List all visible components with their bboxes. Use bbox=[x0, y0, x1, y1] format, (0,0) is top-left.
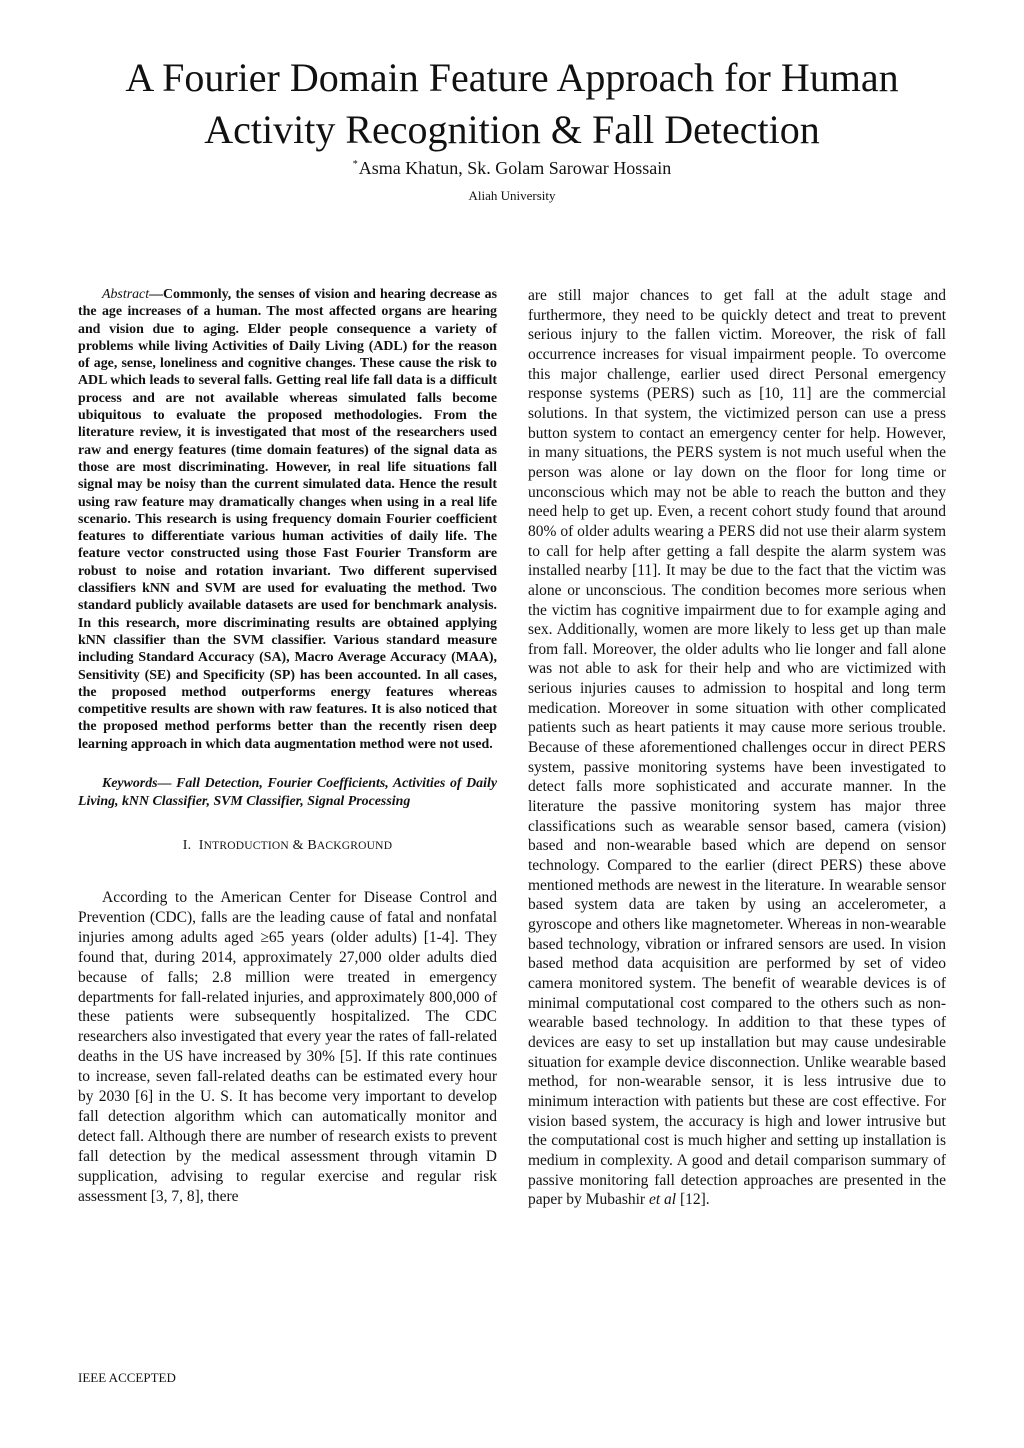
heading-smallcaps-introduction: NTRODUCTION bbox=[203, 840, 289, 853]
heading-initial-b: B bbox=[307, 838, 317, 854]
abstract-label: Abstract bbox=[102, 287, 150, 302]
abstract-dash: — bbox=[149, 287, 163, 302]
section-heading-introduction bbox=[78, 838, 497, 854]
section-number: I. bbox=[182, 838, 192, 854]
corresponding-author-marker: * bbox=[352, 159, 358, 170]
keywords-text: Fall Detection, Fourier Coefficients, Activities of Daily Living, kNN Classifier, SVM Classifier, Signal Processing bbox=[78, 776, 497, 809]
citation-et-al: et al bbox=[648, 1191, 677, 1209]
intro-paragraph-left: According to the American Center for Disease Control and Prevention (CDC), falls are the leading cause of fatal and nonfatal injuries among adults aged ≥65 years (older adults) [1-4]. They found that, during 2014, approximately 27,000 older adults died because of falls; 2.8 million were treated in emergency departments for fall-related injuries, and approximately 800,000 of these patients were subsequently hospitalized. The CDC researchers also investigated that every year the rates of fall-related deaths in the US have increased by 30% [5]. If this rate continues to increase, seven fall-related deaths can be estimated every hour by 2030 [6] in the U. S. It has become very important to develop fall detection algorithm which can automatically monitor and detect fall. Although there are number of research exists to prevent fall detection by the medical assessment through vitamin D supplication, advising to regular exercise and regular risk assessment [3, 7, 8], there bbox=[78, 889, 497, 1205]
intro-paragraph-right bbox=[528, 286, 946, 1210]
intro-right-citation: [12]. bbox=[676, 1191, 710, 1209]
heading-ampersand: & bbox=[292, 838, 304, 854]
keywords-label: Keywords bbox=[102, 776, 158, 792]
affiliation: Aliah University bbox=[468, 188, 556, 203]
keywords-dash: — bbox=[157, 776, 177, 792]
keywords bbox=[78, 775, 497, 810]
abstract bbox=[78, 286, 497, 753]
heading-smallcaps-background: ACKGROUND bbox=[316, 840, 393, 853]
author-names: Asma Khatun, Sk. Golam Sarowar Hossain bbox=[358, 158, 672, 178]
left-column bbox=[78, 286, 497, 1207]
heading-initial-i: I bbox=[198, 838, 204, 854]
author-line bbox=[0, 158, 1024, 179]
intro-right-text: are still major chances to get fall at the adult stage and furthermore, they need to be quickly detect and treat to prevent serious injury to the fallen victim. Moreover, the risk of fall occurrence increases for visual impairment people. To overcome this major challenge, earlier used direct Personal emergency response systems (PERS) such as [10, 11] are the commercial solutions. In that system, the victimized person can use a press button system to contact an emergency center for help. However, in many situations, the PERS system is not much useful when the person was alone or lay down on the floor for long time or unconscious which may not be able to reach the button and they need help to get up. Even, a recent cohort study found that around 80% of older adults wearing a PERS did not use their alarm system to call for help after getting a fall despite the alarm system was installed nearby [11]. It may be due to the fact that the victim was alone or unconscious. The condition becomes more serious when the victim has cognitive impairment due to for example aging and sex. Additionally, women are more likely to less get up than male from fall. Moreover, the older adults who lie longer and fall alone was not able to ask for their help and who are victimized with serious injuries causes to admission to hospital and long term medication. Moreover in some situation with other complicated patients such as heart patients it may cause more serious trouble. Because of these aforementioned challenges occur in direct PERS system, passive monitoring systems have been investigated to detect falls more sophisticated and accurate manner. In the literature the passive monitoring system has major three classifications such as wearable sensor based, camera (vision) based and non-wearable based which are depend on sensor technology. Compared to the earlier (direct PERS) these above mentioned methods are newest in the literature. In wearable sensor based system data are taken by using an accelerometer, a gyroscope and others like magnetometer. Whereas in non-wearable based technology, vibration or infrared sensors are used. In vision based method data acquisition are performed by set of video camera monitored system. The benefit of wearable devices is of minimal computational cost compared to the others such as non-wearable based technology. In addition to that these types of devices are easy to set up installation but may cause undesirable situation for example device disconnection. Unlike wearable based method, for non-wearable sensor, it is less intrusive due to minimum interaction with patients but these are cost effective. For vision based system, the accuracy is high and lower intrusive but the computational cost is much higher and setting up installation is medium in complexity. A good and detail comparison summary of passive monitoring fall detection approaches are presented in the paper by Mubashir bbox=[528, 287, 946, 1209]
footer-note: IEEE ACCEPTED bbox=[78, 1370, 176, 1385]
abstract-text: Commonly, the senses of vision and hearing decrease as the age increases of a human. The most affected organs are hearing and vision due to aging. Elder people consequence a variety of problems while living Activities of Daily Living (ADL) for the reason of age, sense, loneliness and cognitive changes. These cause the risk to ADL which leads to several falls. Getting real life fall data is a difficult process and are not available whereas simulated falls become ubiquitous to evaluate the proposed methodologies. From the literature review, it is investigated that most of the researchers used raw and energy features (time domain features) of the signal data as those are most discriminating. However, in real life situations fall signal may be noisy than the current simulated data. Hence the result using raw feature may dramatically changes when using in a real life scenario. This research is using frequency domain Fourier coefficient features to differentiate various human activities of daily life. The feature vector constructed using those Fast Fourier Transform are robust to noise and rotation invariant. Two different supervised classifiers kNN and SVM are used for evaluating the method. Two standard publicly available datasets are used for benchmark analysis. In this research, more discriminating results are obtained applying kNN classifier than the SVM classifier. Various standard measure including Standard Accuracy (SA), Macro Average Accuracy (MAA), Sensitivity (SE) and Specificity (SP) has been accounted. In all cases, the proposed method outperforms energy features whereas competitive results are shown with raw features. It is also noticed that the proposed method performs better than the recently risen deep learning approach in which data augmentation method were not used. bbox=[78, 287, 497, 752]
paper-title: A Fourier Domain Feature Approach for Human Activity Recognition & Fall Detection bbox=[125, 55, 899, 152]
right-column bbox=[528, 286, 946, 1210]
